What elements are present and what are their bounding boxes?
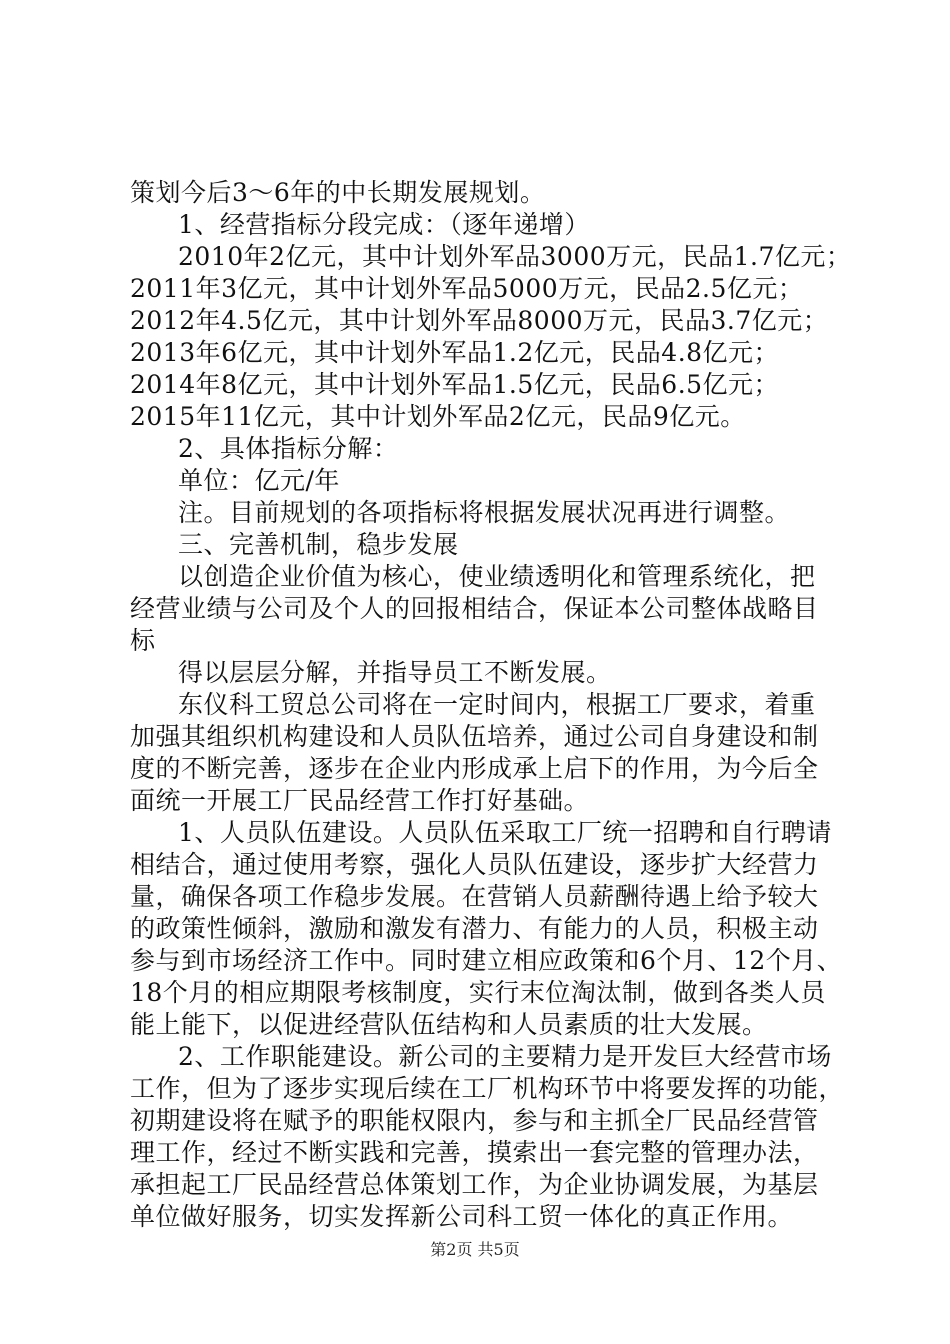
text-line: 的政策性倾斜，激励和激发有潜力、有能力的人员，积极主动: [130, 914, 819, 943]
text-line: 相结合，通过使用考察，强化人员队伍建设，逐步扩大经营力: [130, 850, 819, 879]
text-line: 经营业绩与公司及个人的回报相结合，保证本公司整体战略目: [130, 594, 819, 623]
text-line: 度的不断完善，逐步在企业内形成承上启下的作用，为今后全: [130, 754, 819, 783]
text-line: 2013年6亿元，其中计划外军品1.2亿元，民品4.8亿元；: [130, 338, 780, 367]
text-line: 得以层层分解，并指导员工不断发展。: [178, 658, 612, 687]
text-line: 1、经营指标分段完成：（逐年递增）: [178, 210, 590, 239]
text-line: 三、完善机制，稳步发展: [178, 530, 459, 559]
text-line: 2011年3亿元，其中计划外军品5000万元，民品2.5亿元；: [130, 274, 804, 303]
text-line: 2015年11亿元，其中计划外军品2亿元，民品9亿元。: [130, 402, 746, 431]
text-line: 单位：亿元/年: [178, 466, 340, 495]
text-line: 面统一开展工厂民品经营工作打好基础。: [130, 786, 590, 815]
text-line: 以创造企业价值为核心，使业绩透明化和管理系统化，把: [178, 562, 816, 591]
page-footer: 第2页 共5页: [430, 1240, 520, 1259]
text-line: 注。目前规划的各项指标将根据发展状况再进行调整。: [178, 498, 791, 527]
text-line: 1、人员队伍建设。人员队伍采取工厂统一招聘和自行聘请: [178, 818, 832, 847]
text-line: 2012年4.5亿元，其中计划外军品8000万元，民品3.7亿元；: [130, 306, 829, 335]
text-line: 承担起工厂民品经营总体策划工作，为企业协调发展，为基层: [130, 1170, 819, 1199]
text-line: 初期建设将在赋予的职能权限内，参与和主抓全厂民品经营管: [130, 1106, 819, 1135]
text-line: 加强其组织机构建设和人员队伍培养，通过公司自身建设和制: [130, 722, 819, 751]
text-line: 2、工作职能建设。新公司的主要精力是开发巨大经营市场: [178, 1042, 832, 1071]
text-line: 2010年2亿元，其中计划外军品3000万元，民品1.7亿元；: [178, 242, 852, 271]
text-line: 理工作，经过不断实践和完善，摸索出一套完整的管理办法，: [130, 1138, 819, 1167]
text-line: 标: [130, 626, 156, 655]
text-line: 策划今后3～6年的中长期发展规划。: [130, 178, 546, 207]
text-line: 18个月的相应期限考核制度，实行末位淘汰制，做到各类人员: [130, 978, 826, 1007]
text-line: 量，确保各项工作稳步发展。在营销人员薪酬待遇上给予较大: [130, 882, 819, 911]
text-line: 能上能下，以促进经营队伍结构和人员素质的壮大发展。: [130, 1010, 768, 1039]
text-line: 2014年8亿元，其中计划外军品1.5亿元，民品6.5亿元；: [130, 370, 780, 399]
text-line: 单位做好服务，切实发挥新公司科工贸一体化的真正作用。: [130, 1202, 794, 1231]
text-line: 东仪科工贸总公司将在一定时间内，根据工厂要求，着重: [178, 690, 816, 719]
text-line: 2、具体指标分解：: [178, 434, 399, 463]
text-line: 参与到市场经济工作中。同时建立相应政策和6个月、12个月、: [130, 946, 843, 975]
text-line: 工作，但为了逐步实现后续在工厂机构环节中将要发挥的功能，: [130, 1074, 845, 1103]
